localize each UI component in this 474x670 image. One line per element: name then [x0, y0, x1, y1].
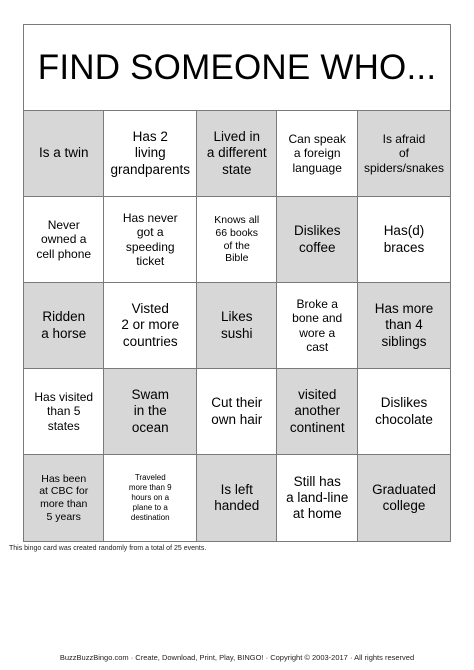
bingo-cell: Has more than 4 siblings — [358, 283, 450, 369]
bingo-cell: Can speak a foreign language — [277, 111, 357, 197]
bingo-cell: Is a twin — [24, 111, 104, 197]
bingo-cell: visited another continent — [277, 369, 357, 455]
bingo-cell: Traveled more than 9 hours on a plane to a destination — [104, 455, 197, 541]
bingo-cell: Dislikes coffee — [277, 197, 357, 283]
bingo-cell: Is afraid of spiders/snakes — [358, 111, 450, 197]
bingo-cell: Broke a bone and wore a cast — [277, 283, 357, 369]
bingo-cell: Graduated college — [358, 455, 450, 541]
bingo-cell: Swam in the ocean — [104, 369, 197, 455]
bingo-cell: Visted 2 or more countries — [104, 283, 197, 369]
bingo-cell: Has been at CBC for more than 5 years — [24, 455, 104, 541]
generation-note: This bingo card was created randomly from a total of 25 events. — [9, 545, 207, 552]
bingo-cell: Cut their own hair — [197, 369, 277, 455]
bingo-cell: Never owned a cell phone — [24, 197, 104, 283]
bingo-cell: Is left handed — [197, 455, 277, 541]
bingo-cell: Knows all 66 books of the Bible — [197, 197, 277, 283]
bingo-cell: Lived in a different state — [197, 111, 277, 197]
card-title: FIND SOMEONE WHO... — [24, 25, 450, 111]
bingo-cell: Has never got a speeding ticket — [104, 197, 197, 283]
bingo-card — [23, 24, 451, 542]
page-footer: BuzzBuzzBingo.com · Create, Download, Print, Play, BINGO! · Copyright © 2003-2017 · All rights reserved — [59, 653, 415, 662]
bingo-cell: Still has a land-line at home — [277, 455, 357, 541]
bingo-cell: Likes sushi — [197, 283, 277, 369]
bingo-cell: Ridden a horse — [24, 283, 104, 369]
bingo-cell: Has 2 living grandparents — [104, 111, 197, 197]
bingo-cell: Has visited than 5 states — [24, 369, 104, 455]
bingo-grid — [24, 111, 450, 541]
bingo-cell: Has(d) braces — [358, 197, 450, 283]
bingo-cell: Dislikes chocolate — [358, 369, 450, 455]
